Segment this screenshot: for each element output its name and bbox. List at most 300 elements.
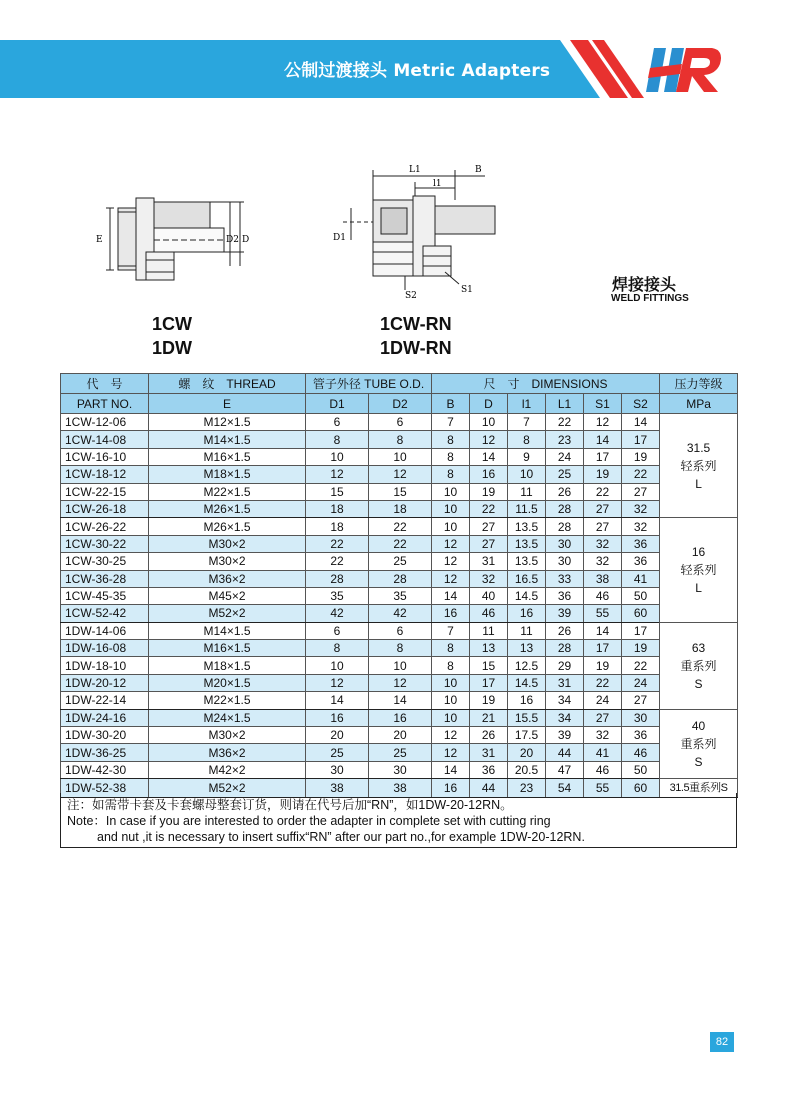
table-cell: 15 <box>306 483 369 500</box>
table-cell: 15 <box>470 657 508 674</box>
table-cell: 24 <box>546 448 584 465</box>
table-cell: M16×1.5 <box>149 640 306 657</box>
table-cell: 14 <box>622 414 660 431</box>
table-cell: 6 <box>369 622 432 639</box>
table-cell: 12.5 <box>508 657 546 674</box>
table-cell: 19 <box>584 466 622 483</box>
table-row <box>61 640 738 657</box>
table-cell: 30 <box>369 761 432 778</box>
pressure-class-line: 重系列 <box>680 736 717 751</box>
table-cell: 35 <box>306 587 369 604</box>
table-cell: 47 <box>546 761 584 778</box>
table-header-row-2 <box>61 394 738 414</box>
table-cell: 32 <box>584 727 622 744</box>
table-cell: 25 <box>546 466 584 483</box>
model-label-left <box>152 312 192 360</box>
table-cell: 36 <box>622 553 660 570</box>
table-cell: 22 <box>584 674 622 691</box>
col-header-thread: 螺 纹 THREAD <box>149 374 306 394</box>
table-cell: 14 <box>584 431 622 448</box>
part-number-cell: 1DW-22-14 <box>61 692 149 709</box>
table-cell: 17 <box>622 622 660 639</box>
table-cell: 8 <box>432 640 470 657</box>
part-number-cell: 1DW-16-08 <box>61 640 149 657</box>
table-cell: 32 <box>622 500 660 517</box>
table-cell: 34 <box>546 692 584 709</box>
table-cell: M18×1.5 <box>149 657 306 674</box>
table-cell: 41 <box>584 744 622 761</box>
page-title: 公制过渡接头 Metric Adapters <box>284 61 551 81</box>
table-cell: 22 <box>306 553 369 570</box>
part-number-cell: 1DW-24-16 <box>61 709 149 726</box>
table-cell: M14×1.5 <box>149 431 306 448</box>
part-number-cell: 1DW-42-30 <box>61 761 149 778</box>
table-cell: 10 <box>306 657 369 674</box>
pressure-class-line: 轻系列 <box>680 563 717 578</box>
pressure-class-cell <box>660 709 738 779</box>
table-cell: 16 <box>432 605 470 622</box>
table-cell: M52×2 <box>149 779 306 798</box>
dim-label-d: D <box>242 235 250 245</box>
table-cell: 32 <box>584 553 622 570</box>
table-row <box>61 744 738 761</box>
table-cell: 22 <box>369 535 432 552</box>
model-1dw-rn: 1DW-RN <box>380 338 452 358</box>
table-cell: 27 <box>584 709 622 726</box>
table-cell: 38 <box>369 779 432 798</box>
pressure-class-line: S <box>694 676 703 691</box>
table-cell: 15 <box>369 483 432 500</box>
table-cell: 30 <box>546 553 584 570</box>
table-cell: 26 <box>546 622 584 639</box>
table-cell: 28 <box>546 500 584 517</box>
model-1dw: 1DW <box>152 338 192 358</box>
part-number-cell: 1DW-20-12 <box>61 674 149 691</box>
table-cell: 14 <box>306 692 369 709</box>
table-cell: 16 <box>508 605 546 622</box>
table-cell: 28 <box>546 518 584 535</box>
part-number-cell: 1DW-14-06 <box>61 622 149 639</box>
dim-label-b: B <box>475 165 482 175</box>
table-cell: 46 <box>584 587 622 604</box>
table-cell: 31 <box>470 744 508 761</box>
table-row <box>61 553 738 570</box>
table-cell: 10 <box>432 692 470 709</box>
table-cell: 11 <box>470 622 508 639</box>
model-label-right <box>380 312 452 360</box>
table-cell: 46 <box>470 605 508 622</box>
table-cell: 34 <box>546 709 584 726</box>
table-cell: 10 <box>369 448 432 465</box>
table-cell: 21 <box>470 709 508 726</box>
table-cell: 18 <box>306 518 369 535</box>
table-cell: 10 <box>432 518 470 535</box>
pressure-class-line: 轻系列 <box>680 458 717 473</box>
pressure-class-line: 63 <box>691 640 706 655</box>
table-cell: 23 <box>546 431 584 448</box>
pressure-class-line: 31.5重系列S <box>669 782 728 795</box>
table-cell: 36 <box>470 761 508 778</box>
table-cell: 10 <box>432 674 470 691</box>
table-cell: 8 <box>432 657 470 674</box>
table-cell: 55 <box>584 605 622 622</box>
col-header-dimensions: 尺 寸 DIMENSIONS <box>432 374 660 394</box>
table-cell: 12 <box>369 466 432 483</box>
table-cell: 16.5 <box>508 570 546 587</box>
table-cell: 6 <box>369 414 432 431</box>
pressure-class-cell <box>660 622 738 709</box>
table-row <box>61 448 738 465</box>
table-cell: 9 <box>508 448 546 465</box>
pressure-class-line: 31.5 <box>686 440 711 455</box>
part-number-cell: 1CW-18-12 <box>61 466 149 483</box>
table-cell: 6 <box>306 622 369 639</box>
table-cell: 20 <box>306 727 369 744</box>
table-cell: M30×2 <box>149 535 306 552</box>
table-cell: 12 <box>432 535 470 552</box>
part-number-cell: 1CW-26-18 <box>61 500 149 517</box>
dim-label-s1: S1 <box>461 285 473 295</box>
table-header-row-1 <box>61 374 738 394</box>
order-note <box>60 793 737 848</box>
table-cell: 22 <box>584 483 622 500</box>
table-cell: 39 <box>546 727 584 744</box>
table-cell: 22 <box>306 535 369 552</box>
table-cell: 12 <box>432 744 470 761</box>
pressure-class-line: L <box>695 476 702 491</box>
table-cell: 20 <box>369 727 432 744</box>
pressure-class-cell <box>660 414 738 518</box>
table-cell: 28 <box>369 570 432 587</box>
table-cell: 22 <box>470 500 508 517</box>
table-cell: 27 <box>470 535 508 552</box>
table-cell: 46 <box>622 744 660 761</box>
part-number-cell: 1CW-14-08 <box>61 431 149 448</box>
table-row <box>61 535 738 552</box>
table-cell: 15.5 <box>508 709 546 726</box>
table-cell: 7 <box>508 414 546 431</box>
table-cell: 26 <box>470 727 508 744</box>
table-cell: 36 <box>622 727 660 744</box>
table-cell: 20 <box>508 744 546 761</box>
table-cell: 14.5 <box>508 587 546 604</box>
table-row <box>61 570 738 587</box>
part-number-cell: 1CW-30-22 <box>61 535 149 552</box>
table-cell: M52×2 <box>149 605 306 622</box>
part-number-cell: 1CW-16-10 <box>61 448 149 465</box>
table-cell: 55 <box>584 779 622 798</box>
table-cell: 12 <box>432 727 470 744</box>
fitting-drawing-1cw <box>90 188 250 288</box>
table-cell: 19 <box>584 657 622 674</box>
table-row <box>61 466 738 483</box>
header-banner <box>0 40 800 98</box>
table-cell: 16 <box>470 466 508 483</box>
table-cell: 25 <box>369 744 432 761</box>
table-cell: M36×2 <box>149 570 306 587</box>
table-cell: 17.5 <box>508 727 546 744</box>
table-cell: 8 <box>369 431 432 448</box>
table-cell: 19 <box>622 640 660 657</box>
table-cell: 12 <box>470 431 508 448</box>
table-cell: 7 <box>432 414 470 431</box>
table-cell: 44 <box>470 779 508 798</box>
col-header-pressure: 压力等级 <box>660 374 738 394</box>
col-header-b: B <box>432 394 470 414</box>
dim-label-e: E <box>96 235 103 245</box>
table-cell: 27 <box>584 500 622 517</box>
table-cell: 19 <box>622 448 660 465</box>
table-cell: 50 <box>622 587 660 604</box>
table-cell: 7 <box>432 622 470 639</box>
table-row <box>61 761 738 778</box>
table-cell: 40 <box>470 587 508 604</box>
table-body <box>61 414 738 798</box>
table-cell: 33 <box>546 570 584 587</box>
table-cell: 32 <box>470 570 508 587</box>
table-cell: 22 <box>622 657 660 674</box>
table-cell: 6 <box>306 414 369 431</box>
col-header-d2: D2 <box>369 394 432 414</box>
col-header-d: D <box>470 394 508 414</box>
table-row <box>61 674 738 691</box>
table-cell: 28 <box>546 640 584 657</box>
dim-label-l1: l1 <box>433 179 442 189</box>
table-cell: 11.5 <box>508 500 546 517</box>
table-cell: 10 <box>470 414 508 431</box>
spec-table <box>60 373 738 798</box>
table-row <box>61 727 738 744</box>
table-cell: 10 <box>306 448 369 465</box>
col-header-s2: S2 <box>622 394 660 414</box>
table-cell: 8 <box>508 431 546 448</box>
table-cell: 13.5 <box>508 553 546 570</box>
table-cell: 12 <box>432 570 470 587</box>
weld-fittings-title: 焊接接头 <box>612 275 677 294</box>
col-header-e: E <box>149 394 306 414</box>
table-cell: 18 <box>306 500 369 517</box>
table-cell: 27 <box>584 518 622 535</box>
table-cell: M18×1.5 <box>149 466 306 483</box>
table-cell: 10 <box>432 500 470 517</box>
table-cell: 42 <box>369 605 432 622</box>
table-cell: 14.5 <box>508 674 546 691</box>
table-cell: 10 <box>432 483 470 500</box>
hr-logo-icon <box>646 42 726 98</box>
table-cell: 39 <box>546 605 584 622</box>
table-cell: M26×1.5 <box>149 518 306 535</box>
table-cell: 13.5 <box>508 518 546 535</box>
table-row <box>61 518 738 535</box>
table-row <box>61 500 738 517</box>
table-cell: 44 <box>546 744 584 761</box>
table-cell: M24×1.5 <box>149 709 306 726</box>
part-number-cell: 1DW-30-20 <box>61 727 149 744</box>
pressure-class-line: S <box>694 754 703 769</box>
table-cell: 60 <box>622 605 660 622</box>
table-cell: 38 <box>584 570 622 587</box>
table-row <box>61 483 738 500</box>
table-cell: 24 <box>584 692 622 709</box>
table-cell: 25 <box>306 744 369 761</box>
table-cell: 12 <box>584 414 622 431</box>
col-header-mpa: MPa <box>660 394 738 414</box>
part-number-cell: 1CW-22-15 <box>61 483 149 500</box>
col-header-code: 代 号 <box>61 374 149 394</box>
table-cell: M22×1.5 <box>149 483 306 500</box>
part-number-cell: 1CW-12-06 <box>61 414 149 431</box>
table-cell: 10 <box>508 466 546 483</box>
table-row <box>61 622 738 639</box>
pressure-class-cell <box>660 518 738 622</box>
table-cell: M42×2 <box>149 761 306 778</box>
table-cell: 16 <box>508 692 546 709</box>
note-line-en-2: and nut ,it is necessary to insert suffix“RN” after our part no.,for example 1DW-20-12RN. <box>97 830 585 844</box>
table-cell: 14 <box>432 761 470 778</box>
table-cell: 60 <box>622 779 660 798</box>
table-cell: 8 <box>306 640 369 657</box>
table-cell: 42 <box>306 605 369 622</box>
table-cell: 29 <box>546 657 584 674</box>
dim-label-s2: S2 <box>405 291 417 300</box>
table-cell: 10 <box>432 709 470 726</box>
table-cell: 16 <box>432 779 470 798</box>
table-cell: 12 <box>432 553 470 570</box>
table-cell: M36×2 <box>149 744 306 761</box>
model-1cw: 1CW <box>152 314 192 334</box>
col-header-s1: S1 <box>584 394 622 414</box>
table-cell: 30 <box>306 761 369 778</box>
table-cell: M14×1.5 <box>149 622 306 639</box>
table-row <box>61 657 738 674</box>
pressure-class-line: 40 <box>691 718 706 733</box>
part-number-cell: 1CW-30-25 <box>61 553 149 570</box>
table-cell: 17 <box>470 674 508 691</box>
table-cell: M20×1.5 <box>149 674 306 691</box>
table-cell: 17 <box>622 431 660 448</box>
table-cell: 30 <box>622 709 660 726</box>
table-cell: 16 <box>369 709 432 726</box>
dim-label-l1-upper: L1 <box>409 165 421 175</box>
table-cell: 8 <box>432 448 470 465</box>
table-cell: 28 <box>306 570 369 587</box>
table-cell: 41 <box>622 570 660 587</box>
table-cell: 11 <box>508 622 546 639</box>
model-1cw-rn: 1CW-RN <box>380 314 452 334</box>
part-number-cell: 1CW-36-28 <box>61 570 149 587</box>
col-header-l1-small: l1 <box>508 394 546 414</box>
col-header-l1: L1 <box>546 394 584 414</box>
table-cell: 54 <box>546 779 584 798</box>
table-cell: 22 <box>369 518 432 535</box>
pressure-class-line: L <box>695 581 702 596</box>
table-cell: 25 <box>369 553 432 570</box>
table-cell: 14 <box>470 448 508 465</box>
table-cell: 20.5 <box>508 761 546 778</box>
pressure-class-line: 重系列 <box>680 658 717 673</box>
table-row <box>61 431 738 448</box>
table-cell: 36 <box>546 587 584 604</box>
fitting-drawing-1cw-rn <box>325 160 525 300</box>
table-cell: 26 <box>546 483 584 500</box>
table-row <box>61 605 738 622</box>
table-cell: 11 <box>508 483 546 500</box>
note-line-en-1: Note：In case if you are interested to order the adapter in complete set with cutting ring <box>67 814 551 828</box>
table-cell: M12×1.5 <box>149 414 306 431</box>
part-number-cell: 1DW-52-38 <box>61 779 149 798</box>
note-line-cn: 注：如需带卡套及卡套螺母整套订货，则请在代号后加“RN”，如1DW-20-12RN。 <box>67 798 513 812</box>
table-cell: 8 <box>432 431 470 448</box>
table-cell: 10 <box>369 657 432 674</box>
table-cell: 14 <box>432 587 470 604</box>
table-cell: 8 <box>432 466 470 483</box>
page-number: 82 <box>710 1032 734 1052</box>
pressure-class-line: 16 <box>691 545 706 560</box>
table-row <box>61 414 738 431</box>
col-header-part-no: PART NO. <box>61 394 149 414</box>
table-cell: M26×1.5 <box>149 500 306 517</box>
table-cell: 27 <box>622 692 660 709</box>
table-cell: 31 <box>546 674 584 691</box>
table-cell: 19 <box>470 483 508 500</box>
table-cell: 50 <box>622 761 660 778</box>
table-cell: 31 <box>470 553 508 570</box>
part-number-cell: 1DW-18-10 <box>61 657 149 674</box>
table-cell: 36 <box>622 535 660 552</box>
table-cell: M30×2 <box>149 553 306 570</box>
table-cell: M22×1.5 <box>149 692 306 709</box>
table-cell: 46 <box>584 761 622 778</box>
table-cell: 27 <box>470 518 508 535</box>
table-row <box>61 709 738 726</box>
table-cell: 12 <box>369 674 432 691</box>
table-cell: 17 <box>584 448 622 465</box>
dim-label-d1: D1 <box>333 233 346 243</box>
table-cell: 35 <box>369 587 432 604</box>
table-cell: M30×2 <box>149 727 306 744</box>
table-cell: 16 <box>306 709 369 726</box>
table-cell: 13 <box>508 640 546 657</box>
table-cell: 23 <box>508 779 546 798</box>
table-cell: 13.5 <box>508 535 546 552</box>
table-cell: 12 <box>306 674 369 691</box>
table-cell: 27 <box>622 483 660 500</box>
table-cell: 18 <box>369 500 432 517</box>
col-header-tube: 管子外径 TUBE O.D. <box>306 374 432 394</box>
table-cell: M45×2 <box>149 587 306 604</box>
table-cell: 17 <box>584 640 622 657</box>
table-cell: M16×1.5 <box>149 448 306 465</box>
table-cell: 24 <box>622 674 660 691</box>
table-cell: 12 <box>306 466 369 483</box>
table-row <box>61 692 738 709</box>
table-cell: 14 <box>584 622 622 639</box>
part-number-cell: 1DW-36-25 <box>61 744 149 761</box>
table-cell: 32 <box>622 518 660 535</box>
table-cell: 14 <box>369 692 432 709</box>
dim-label-d2: D2 <box>226 235 239 245</box>
col-header-d1: D1 <box>306 394 369 414</box>
part-number-cell: 1CW-45-35 <box>61 587 149 604</box>
part-number-cell: 1CW-52-42 <box>61 605 149 622</box>
table-cell: 30 <box>546 535 584 552</box>
part-number-cell: 1CW-26-22 <box>61 518 149 535</box>
table-cell: 22 <box>546 414 584 431</box>
table-row <box>61 587 738 604</box>
table-cell: 22 <box>622 466 660 483</box>
table-cell: 19 <box>470 692 508 709</box>
table-cell: 8 <box>369 640 432 657</box>
